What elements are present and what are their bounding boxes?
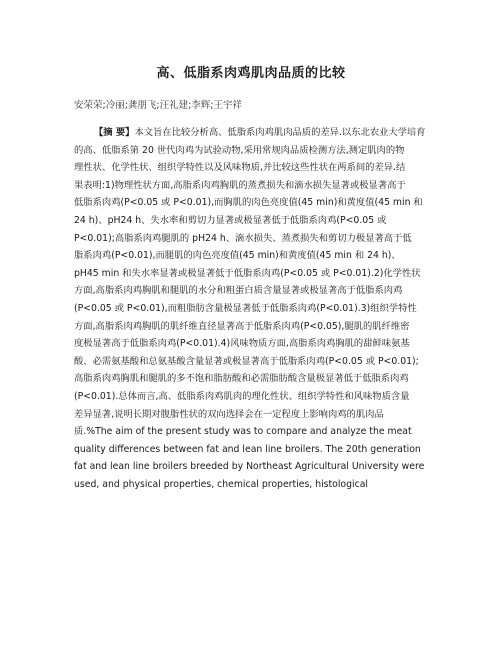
- abstract-line: 方面,高脂系肉鸡胸肌的肌纤维直径显著高于低脂系肉鸡(P<0.05),腿肌的肌纤维密: [74, 320, 410, 332]
- abstract-line: 的高、低脂系第 20 世代肉鸡为试验动物,采用常规肉品质检测方法,测定肌肉的物: [74, 144, 405, 156]
- abstract-line: 差异显著,说明长期对腹脂性状的双向选择会在一定程度上影响肉鸡的肌肉品: [74, 408, 384, 420]
- author-list: 安荣荣;冷丽;龚朋飞;汪礼建;李辉;王宇祥: [74, 100, 243, 111]
- abstract-text: 本文旨在比较分析高、低脂系肉鸡肌肉品质的差异.以东北农业大学培育: [134, 127, 426, 138]
- abstract-line: 高脂系肉鸡胸肌和腿肌的多不饱和脂肪酸和必需脂肪酸含量极显著低于低脂系肉鸡: [74, 373, 409, 385]
- paper-title: 高、低脂系肉鸡肌肉品质的比较: [156, 66, 346, 81]
- abstract-line: 脂系肉鸡(P<0.01),而腿肌的肉色亮度值(45 min)和黄度值(45 min 和 24 h)、: [74, 250, 401, 262]
- abstract-label: 【摘 要】: [94, 127, 135, 138]
- abstract-line: fat and lean line broilers breeded by Northeast Agricultural University were: [74, 461, 425, 473]
- abstract-line: pH45 min 和失水率显著或极显著低于低脂系肉鸡(P<0.05 或 P<0.01).2)化学性状: [74, 267, 421, 279]
- abstract-block: [74, 124, 440, 493]
- abstract-line: [74, 124, 440, 142]
- abstract-line: used, and physical properties, chemical properties, histological: [74, 478, 368, 490]
- abstract-line: (P<0.01).总体而言,高、低脂系肉鸡肌肉的理化性状、组织学特性和风味物质含量: [74, 390, 410, 402]
- abstract-line: 质.%The aim of the present study was to compare and analyze the meat: [74, 426, 412, 438]
- abstract-line: 酸、必需氨基酸和总氨基酸含量显著或极显著高于低脂系肉鸡(P<0.05 或 P<0.01);: [74, 355, 419, 367]
- abstract-line: 低脂系肉鸡(P<0.05 或 P<0.01),而胸肌的肉色亮度值(45 min)和黄度值(45 min 和: [74, 197, 423, 209]
- abstract-line: quality differences between fat and lean line broilers. The 20th generation: [74, 443, 421, 455]
- abstract-line: P<0.01);高脂系肉鸡腿肌的 pH24 h、滴水损失、蒸煮损失和剪切力极显著高于低: [74, 232, 412, 244]
- abstract-line: 24 h)、pH24 h、失水率和剪切力显著或极显著低于低脂系肉鸡(P<0.05 或: [74, 214, 387, 226]
- abstract-line: 果表明:1)物理性状方面,高脂系肉鸡胸肌的蒸煮损失和滴水损失显著或极显著高于: [74, 179, 406, 191]
- abstract-line: 方面,高脂系肉鸡胸肌和腿肌的水分和粗蛋白质含量显著或极显著高于低脂系肉鸡: [74, 285, 403, 297]
- abstract-line: 度极显著高于低脂系肉鸡(P<0.01).4)风味物质方面,高脂系肉鸡胸肌的甜鲜味氨基: [74, 338, 410, 350]
- abstract-line: (P<0.05 或 P<0.01),而粗脂肪含量极显著低于低脂系肉鸡(P<0.01).3)组织学特性: [74, 302, 417, 314]
- abstract-line: 理性状、化学性状、组织学特性以及风味物质,并比较这些性状在两系间的差异.结: [74, 162, 406, 174]
